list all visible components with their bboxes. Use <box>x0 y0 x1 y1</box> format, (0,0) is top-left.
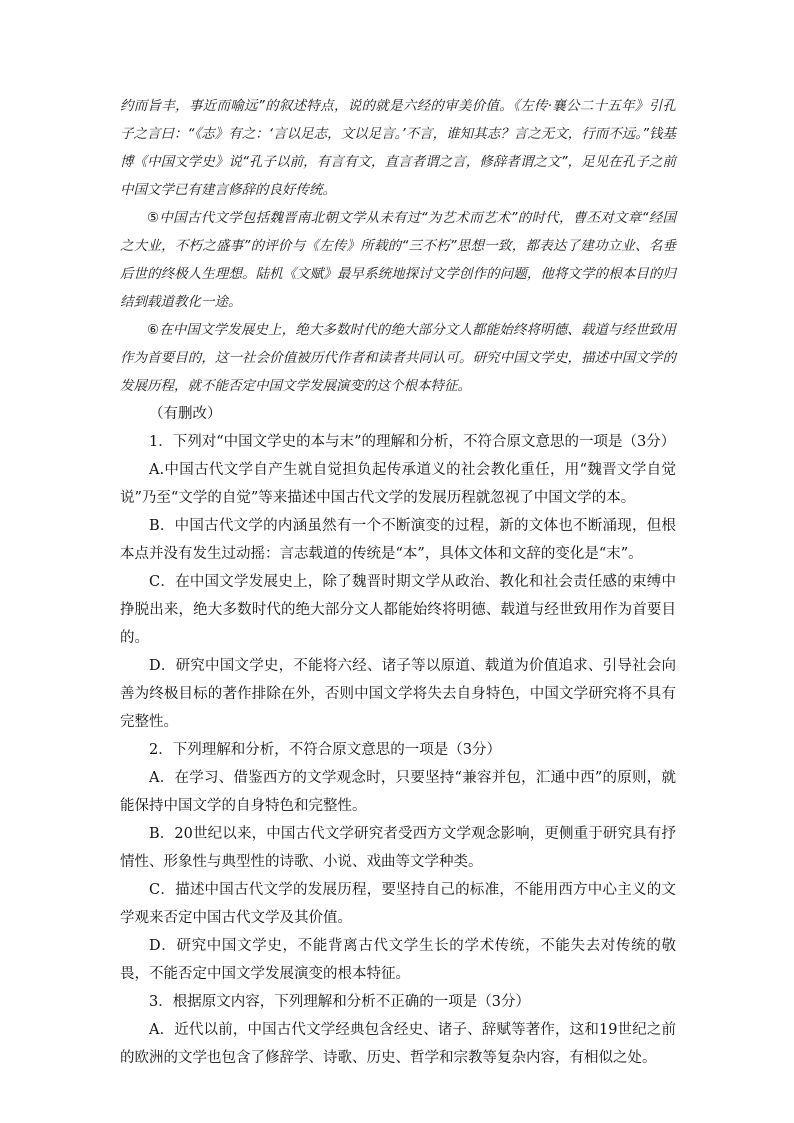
document-content <box>120 92 676 1072</box>
source-note: （有删改） <box>149 406 222 422</box>
question-2-option-c: C．描述中国古代文学的发展历程，要坚持自己的标准，不能用西方中心主义的文学观来否定中国古代文学及其价值。 <box>120 882 676 926</box>
question-1-option-a: A.中国古代文学自产生就自觉担负起传承道义的社会教化重任，用“魏晋文学自觉说”乃至“文学的自觉”等来描述中国古代文学的发展历程就忽视了中国文学的本。 <box>120 462 676 506</box>
question-3-option-a: A．近代以前，中国古代文学经典包含经史、诸子、辞赋等著作，这和19世纪之前的欧洲的文学也包含了修辞学、诗歌、历史、哲学和宗教等复杂内容，有相似之处。 <box>120 1022 676 1066</box>
question-1-option-c: C．在中国文学发展史上，除了魏晋时期文学从政治、教化和社会责任感的束缚中挣脱出来，绝大多数时代的绝大部分文人都能始终将明德、载道与经世致用作为首要目的。 <box>120 574 676 646</box>
question-1-option-d: D．研究中国文学史，不能将六经、诸子等以原道、载道为价值追求、引导社会向善为终极目标的著作排除在外，否则中国文学将失去自身特色，中国文学研究将不具有完整性。 <box>120 658 676 730</box>
passage-paragraph-5: ⑤中国古代文学包括魏晋南北朝文学从未有过“为艺术而艺术”的时代，曹丕对文章“经国之大业，不朽之盛事”的评价与《左传》所载的“三不朽”思想一致，都表达了建功立业、名垂后世的终极人生理想。陆机《文赋》最早系统地探讨文学创作的问题，他将文学的根本目的归结到载道教化一途。 <box>120 210 676 310</box>
question-2-option-d: D．研究中国文学史，不能背离古代文学生长的学术传统，不能失去对传统的敬畏，不能否定中国文学发展演变的根本特征。 <box>120 938 676 982</box>
question-2-option-a: A．在学习、借鉴西方的文学观念时，只要坚持“兼容并包，汇通中西”的原则，就能保持中国文学的自身特色和完整性。 <box>120 770 676 814</box>
passage-paragraph-continued: 约而旨丰，事近而喻远”的叙述特点，说的就是六经的审美价值。《左传·襄公二十五年》引孔子之言曰：“《志》有之：‘言以足志，文以足言。’不言，谁知其志？言之无文，行而不远。”钱基博《中国文学史》说“孔子以前，有言有文，直言者谓之言，修辞者谓之文”，足见在孔子之前中国文学已有建言修辞的良好传统。 <box>120 98 676 198</box>
question-2-option-b: B．20世纪以来，中国古代文学研究者受西方文学观念影响，更侧重于研究具有抒情性、形象性与典型性的诗歌、小说、戏曲等文学种类。 <box>120 826 676 870</box>
question-2-stem: 2．下列理解和分析，不符合原文意思的一项是（3分） <box>149 742 501 758</box>
question-1-option-b: B．中国古代文学的内涵虽然有一个不断演变的过程，新的文体也不断涌现，但根本点并没有发生过动摇：言志载道的传统是“本”，具体文体和文辞的变化是“末”。 <box>120 518 676 562</box>
question-1-stem: 1．下列对“中国文学史的本与末”的理解和分析，不符合原文意思的一项是（3分） <box>149 434 676 450</box>
passage-paragraph-6: ⑥在中国文学发展史上，绝大多数时代的绝大部分文人都能始终将明德、载道与经世致用作为首要目的，这一社会价值被历代作者和读者共同认可。研究中国文学史，描述中国文学的发展历程，就不能否定中国文学发展演变的这个根本特征。 <box>120 322 676 394</box>
question-3-stem: 3．根据原文内容，下列理解和分析不正确的一项是（3分） <box>149 994 530 1010</box>
